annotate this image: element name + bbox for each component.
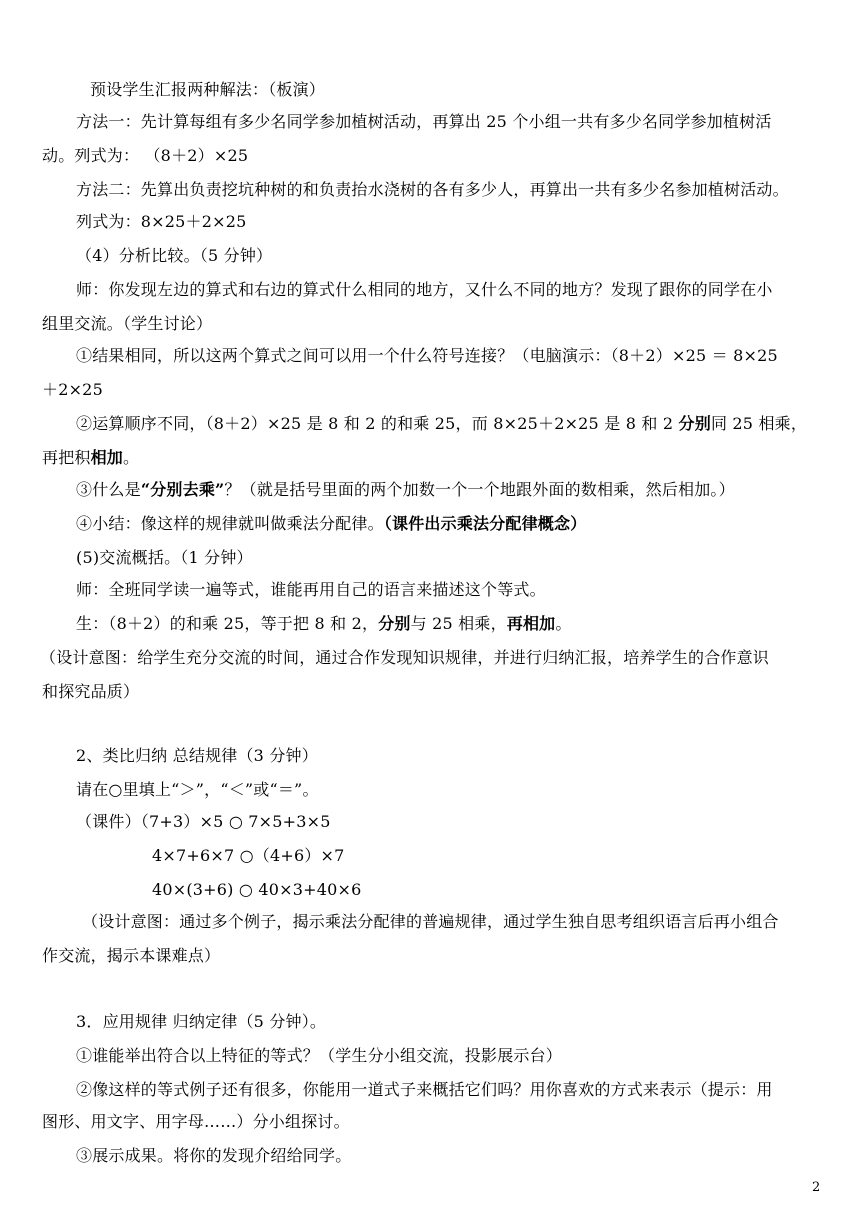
bold-span: （课件出示乘法分配律概念） [383,514,587,533]
text-span: 方法一：先计算每组有多少名同学参加植树活动，再算出 25 个小组一共有多少名同学参加植树活 [76,112,772,131]
text-line [76,280,773,300]
text-line [42,448,139,468]
text-span: ＋2×25 [42,380,103,399]
text-span: 。 [123,448,140,467]
text-span: ③展示成果。将你的发现介绍给同学。 [76,1146,352,1165]
text-span: （课件）（7+3）×5 ○ 7×5+3×5 [76,812,331,831]
bold-span: 分别 [678,414,711,433]
text-span: ④小结：像这样的规律就叫做乘法分配律。 [76,514,384,533]
text-span: 作交流，揭示本课难点） [42,946,221,965]
text-span: 与 25 相乘， [410,614,507,633]
bold-span: “分别去乘” [140,480,225,499]
text-span: 师：你发现左边的算式和右边的算式什么相同的地方，又什么不同的地方？发现了跟你的同学在小 [76,280,773,299]
text-span: 图形、用文字、用字母……）分小组探讨。 [42,1112,350,1131]
text-span: 3．应用规律 归纳定律（5 分钟）。 [76,1012,327,1031]
text-line [42,1112,350,1132]
text-span: 再把积 [42,448,91,467]
bold-span: 再相加 [506,614,556,633]
text-line [76,246,272,266]
bold-span: 分别 [378,614,411,633]
text-line [42,314,212,334]
text-line [42,380,103,400]
text-line [76,746,318,766]
text-span: 和探究品质） [42,682,140,701]
text-line [90,80,325,100]
text-span: （设计意图：通过多个例子，揭示乘法分配律的普遍规律，通过学生独自思考组织语言后再小组合 [82,912,779,931]
text-span: ②运算顺序不同，（8＋2）×25 是 8 和 2 的和乘 25，而 8×25＋2×25 是 8 和 2 [76,414,679,433]
text-span: 同 25 相乘， [710,414,808,433]
text-span: ①结果相同，所以这两个算式之间可以用一个什么符号连接？（电脑演示：（8＋2）×25 ＝ 8×25 [76,346,778,365]
text-line [76,614,572,634]
text-line [40,648,769,668]
text-line [76,580,546,600]
text-line [76,1046,562,1066]
text-line [76,112,772,132]
text-line [76,414,807,434]
bold-span: 相加 [90,448,124,467]
text-span: 方法二：先算出负责挖坑种树的和负责抬水浇树的各有多少人，再算出一共有多少名参加植树活动。 [76,180,789,199]
text-span: (5)交流概括。（1 分钟） [76,548,253,567]
text-line [76,346,778,366]
text-line [76,1146,351,1166]
text-line [76,180,789,200]
text-line [42,682,139,702]
text-span: ③什么是 [76,480,141,499]
text-span: ①谁能举出符合以上特征的等式？（学生分小组交流，投影展示台） [76,1046,563,1065]
text-span: 。 [555,614,572,633]
text-span: ②像这样的等式例子还有很多，你能用一道式子来概括它们吗？用你喜欢的方式来表示（提示：用 [76,1080,773,1099]
text-span: 预设学生汇报两种解法：（板演） [90,80,326,99]
text-line [76,480,735,500]
text-span: 列式为：8×25＋2×25 [76,212,247,231]
text-line [76,812,331,832]
text-span: ？（就是括号里面的两个加数一个一个地跟外面的数相乘，然后相加。） [224,480,735,499]
text-span: 动。列式为： （8＋2）×25 [42,146,249,165]
text-line [42,146,248,166]
text-span: 生：（8＋2）的和乘 25，等于把 8 和 2， [76,614,379,633]
text-span: 4×7+6×7 ○（4+6）×7 [152,846,345,865]
text-line [76,514,586,534]
text-line [76,780,319,800]
text-span: 请在○里填上“＞”，“＜”或“＝”。 [76,780,319,799]
text-line [76,548,253,568]
page-number: 2 [812,1180,821,1195]
text-line [152,880,361,900]
text-span: 师：全班同学读一遍等式，谁能再用自己的语言来描述这个等式。 [76,580,546,599]
text-span: （设计意图：给学生充分交流的时间，通过合作发现知识规律，并进行归纳汇报，培养学生的合作意识 [40,648,770,667]
text-line [76,1012,326,1032]
text-line [76,1080,773,1100]
text-line [152,846,345,866]
text-line [76,212,247,232]
text-line [82,912,779,932]
text-span: 40×(3+6) ○ 40×3+40×6 [152,880,362,899]
text-span: 2、类比归纳 总结规律（3 分钟） [76,746,318,765]
text-line [42,946,220,966]
text-span: 组里交流。（学生讨论） [42,314,213,333]
text-span: （4）分析比较。（5 分钟） [76,246,273,265]
